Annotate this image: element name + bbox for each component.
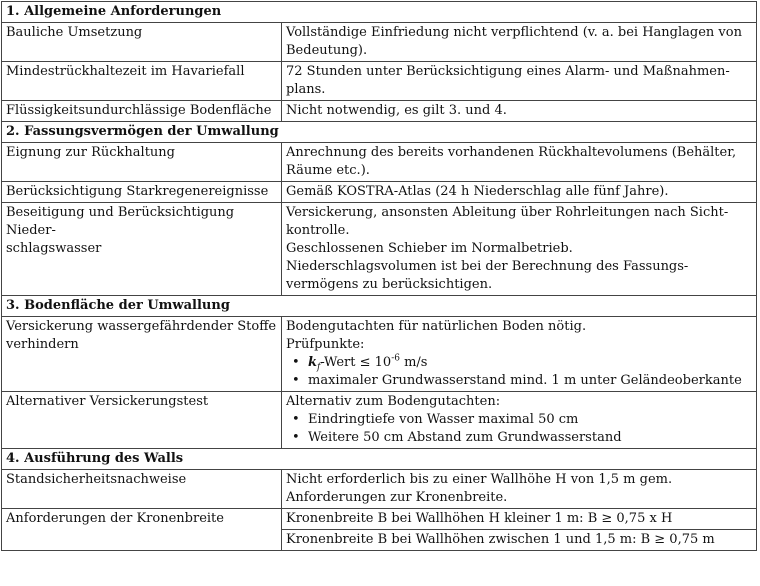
list-item: • maximaler Grundwasserstand mind. 1 m unter Geländeoberkante xyxy=(286,372,752,390)
row-label: Anforderungen der Kronenbreite xyxy=(2,509,282,551)
row-value: Vollständige Einfriedung nicht verpflichtend (v. a. bei Hanglagen von Bedeutung). xyxy=(282,23,757,62)
row-value: Nicht erforderlich bis zu einer Wallhöhe H von 1,5 m gem. Anforderungen zur Kronenbreite. xyxy=(282,470,757,509)
section-header-1 xyxy=(2,2,757,23)
list-item: • Eindringtiefe von Wasser maximal 50 cm xyxy=(286,411,752,429)
row-label: Alternativer Versickerungstest xyxy=(2,392,282,449)
section-title: 3. Bodenfläche der Umwallung xyxy=(2,296,757,317)
table-row xyxy=(2,101,757,122)
row-value xyxy=(282,509,757,551)
requirements-table xyxy=(1,1,757,551)
row-value: Gemäß KOSTRA-Atlas (24 h Niederschlag alle fünf Jahre). xyxy=(282,182,757,203)
row-label: Berücksichtigung Starkregenereignisse xyxy=(2,182,282,203)
table-row xyxy=(2,23,757,62)
row-value: Anrechnung des bereits vorhandenen Rückhaltevolumens (Behälter, Räume etc.). xyxy=(282,143,757,182)
row-value: 72 Stunden unter Berücksichtigung eines Alarm- und Maßnahmen- plans. xyxy=(282,62,757,101)
table-row xyxy=(2,392,757,449)
section-title: 4. Ausführung des Walls xyxy=(2,449,757,470)
row-label: Versickerung wassergefährdender Stoffe verhindern xyxy=(2,317,282,392)
table-row xyxy=(2,143,757,182)
section-title: 1. Allgemeine Anforderungen xyxy=(2,2,757,23)
list-item: • Weitere 50 cm Abstand zum Grundwasserstand xyxy=(286,429,752,447)
row-value: Bodengutachten für natürlichen Boden nötig. Prüfpunkte: • $k_f$-Wert ≤ $10^{-6}$ m/s • maximaler Grundwasserstand mind. 1 m unter Geländeoberkante xyxy=(282,317,757,392)
row-label: Eignung zur Rückhaltung xyxy=(2,143,282,182)
section-header-3 xyxy=(2,296,757,317)
row-value: Nicht notwendig, es gilt 3. und 4. xyxy=(282,101,757,122)
row-label: Beseitigung und Berücksichtigung Nieder- schlagswasser xyxy=(2,203,282,296)
subrow: Kronenbreite B bei Wallhöhen zwischen 1 und 1,5 m: B ≥ 0,75 m xyxy=(282,529,756,550)
table-row xyxy=(2,182,757,203)
row-value: Alternativ zum Bodengutachten: • Eindringtiefe von Wasser maximal 50 cm • Weitere 50 cm Abstand zum Grundwasserstand xyxy=(282,392,757,449)
section-title: 2. Fassungsvermögen der Umwallung xyxy=(2,122,757,143)
bullet-list xyxy=(286,354,752,390)
list-item: • $k_f$-Wert ≤ $10^{-6}$ m/s xyxy=(286,354,752,372)
table-row xyxy=(2,203,757,296)
table-row xyxy=(2,317,757,392)
table-row xyxy=(2,509,757,551)
table-row xyxy=(2,470,757,509)
row-label: Bauliche Umsetzung xyxy=(2,23,282,62)
row-label: Standsicherheitsnachweise xyxy=(2,470,282,509)
section-header-2 xyxy=(2,122,757,143)
section-header-4 xyxy=(2,449,757,470)
row-label: Flüssigkeitsundurchlässige Bodenfläche xyxy=(2,101,282,122)
subrow: Kronenbreite B bei Wallhöhen H kleiner 1 m: B ≥ 0,75 x H xyxy=(286,511,673,526)
bullet-list xyxy=(286,411,752,447)
row-value: Versickerung, ansonsten Ableitung über Rohrleitungen nach Sicht- kontrolle. Geschlossenen Schieber im Normalbetrieb. Niederschlagsvolumen ist bei der Berechnung des Fassungs- vermögens zu berücksichtigen. xyxy=(282,203,757,296)
table-row xyxy=(2,62,757,101)
row-label: Mindestrückhaltezeit im Havariefall xyxy=(2,62,282,101)
